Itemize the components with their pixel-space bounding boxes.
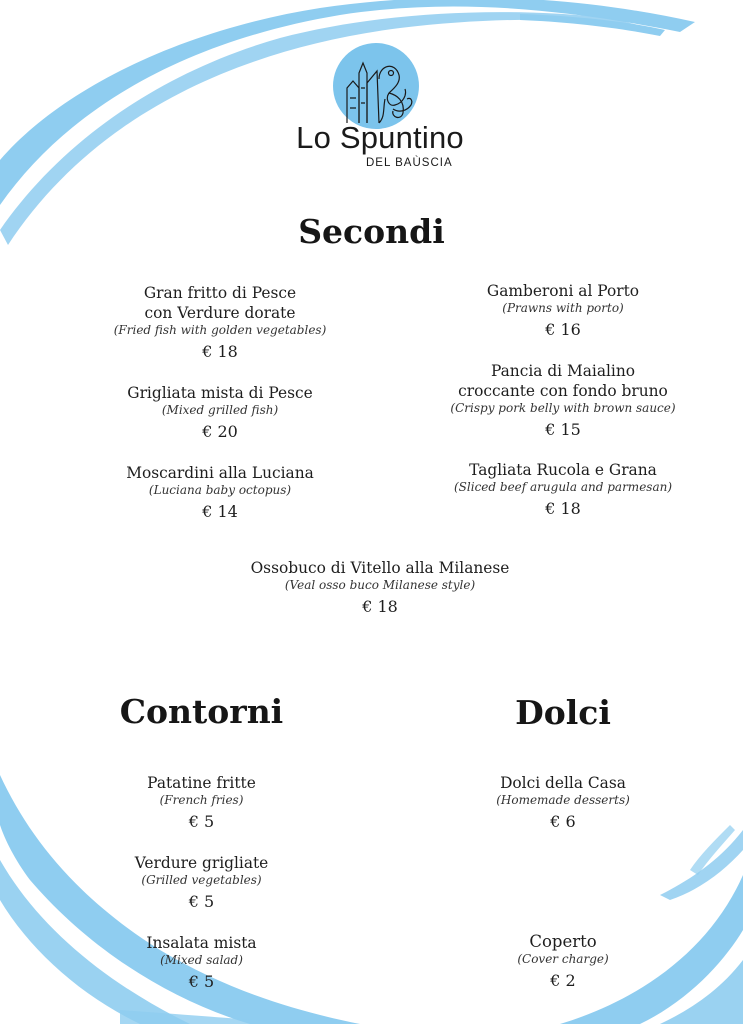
menu-item xyxy=(180,558,580,617)
item-name: Moscardini alla Luciana xyxy=(126,464,314,482)
menu-item xyxy=(403,361,723,440)
cathedral-octopus-logo-icon xyxy=(333,43,419,129)
item-name: Gamberoni al Porto xyxy=(486,282,640,300)
menu-item xyxy=(403,281,723,340)
item-description: (Veal osso buco Milanese style) xyxy=(284,578,476,592)
item-name: Pancia di Maialino xyxy=(490,362,636,380)
item-description: (Homemade desserts) xyxy=(496,793,630,807)
item-description: (Sliced beef arugula and parmesan) xyxy=(453,480,673,494)
item-price: € 18 xyxy=(362,597,398,616)
menu-item xyxy=(60,773,343,832)
item-description: (Mixed grilled fish) xyxy=(161,403,279,417)
item-name-line2: con Verdure dorate xyxy=(144,304,296,322)
item-price: € 6 xyxy=(550,812,576,831)
item-name: Verdure grigliate xyxy=(134,854,269,872)
menu-item xyxy=(403,460,723,519)
item-name: Grigliata mista di Pesce xyxy=(127,384,313,402)
menu-item xyxy=(60,853,343,912)
item-price: € 5 xyxy=(188,892,215,911)
item-price: € 16 xyxy=(545,320,581,339)
item-description: (Cover charge) xyxy=(517,952,609,966)
menu-item xyxy=(60,383,380,442)
item-name: Tagliata Rucola e Grana xyxy=(469,461,657,479)
item-name: Ossobuco di Vitello alla Milanese xyxy=(250,559,510,577)
item-name: Gran fritto di Pesce xyxy=(143,284,297,302)
item-price: € 14 xyxy=(202,502,238,521)
item-description: (Prawns with porto) xyxy=(502,301,624,315)
menu-item xyxy=(423,773,703,832)
coperto-item xyxy=(423,932,703,991)
item-price: € 5 xyxy=(188,812,215,831)
menu-item xyxy=(60,463,380,522)
item-description: (Fried fish with golden vegetables) xyxy=(113,323,327,337)
item-description: (Mixed salad) xyxy=(160,953,243,967)
item-name: Coperto xyxy=(529,932,597,951)
item-price: € 18 xyxy=(545,499,581,518)
contorni-heading: Contorni xyxy=(119,692,284,731)
item-price: € 20 xyxy=(202,422,238,441)
brand-name: Lo Spuntino xyxy=(296,120,464,155)
item-name-line2: croccante con fondo bruno xyxy=(458,382,668,400)
menu-item xyxy=(60,283,380,362)
menu-item xyxy=(60,933,343,992)
item-description: (French fries) xyxy=(159,793,244,807)
item-description: (Luciana baby octopus) xyxy=(148,483,292,497)
item-price: € 18 xyxy=(202,342,238,361)
item-description: (Crispy pork belly with brown sauce) xyxy=(450,401,676,415)
secondi-heading: Secondi xyxy=(298,212,445,251)
item-name: Patatine fritte xyxy=(147,774,256,792)
brand-subtitle: DEL BAÙSCIA xyxy=(366,157,453,169)
item-price: € 5 xyxy=(188,972,215,991)
item-price: € 2 xyxy=(550,971,576,990)
dolci-heading: Dolci xyxy=(515,693,611,732)
item-name: Insalata mista xyxy=(146,934,257,952)
item-price: € 15 xyxy=(545,420,581,439)
item-description: (Grilled vegetables) xyxy=(141,873,262,887)
item-name: Dolci della Casa xyxy=(500,774,626,792)
